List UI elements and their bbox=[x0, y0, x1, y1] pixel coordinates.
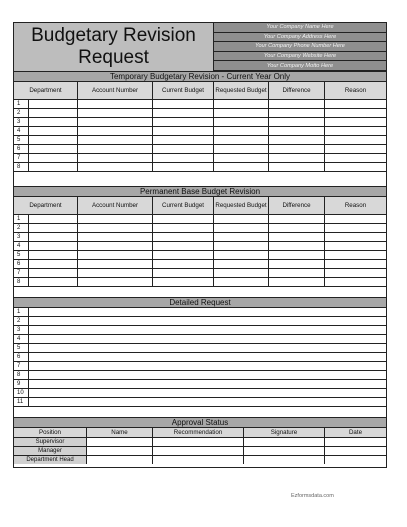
entry-cell[interactable] bbox=[29, 233, 78, 241]
col-difference: Difference bbox=[269, 82, 325, 99]
section-permanent-column-header bbox=[14, 197, 386, 215]
entry-cell[interactable] bbox=[269, 278, 325, 286]
approval-row-manager bbox=[14, 447, 386, 456]
row-number: 11 bbox=[14, 398, 29, 406]
entry-cell[interactable] bbox=[78, 136, 153, 144]
col-name: Name bbox=[87, 428, 153, 437]
approval-name-field[interactable] bbox=[87, 438, 153, 446]
entry-cell[interactable] bbox=[78, 233, 153, 241]
entry-cell[interactable] bbox=[29, 145, 78, 153]
row-number: 2 bbox=[14, 317, 29, 325]
entry-cell[interactable] bbox=[153, 127, 214, 135]
entry-cell[interactable] bbox=[29, 154, 78, 162]
entry-cell[interactable] bbox=[214, 145, 269, 153]
approval-row-department-head bbox=[14, 456, 386, 465]
entry-cell[interactable] bbox=[214, 100, 269, 108]
entry-cell[interactable] bbox=[29, 398, 386, 406]
entry-cell[interactable] bbox=[214, 242, 269, 250]
table-row bbox=[14, 389, 386, 398]
approval-recommendation-field[interactable] bbox=[153, 456, 244, 464]
entry-cell[interactable] bbox=[78, 251, 153, 259]
entry-cell[interactable] bbox=[325, 127, 386, 135]
col-date: Date bbox=[348, 429, 363, 436]
col-reason: Reason bbox=[344, 202, 367, 209]
table-row bbox=[14, 308, 386, 317]
col-account-number: Account Number bbox=[78, 197, 153, 214]
entry-cell[interactable] bbox=[269, 163, 325, 171]
row-number: 1 bbox=[14, 308, 29, 316]
table-row bbox=[14, 109, 386, 118]
table-row bbox=[14, 100, 386, 109]
entry-cell[interactable] bbox=[269, 269, 325, 277]
row-number: 1 bbox=[14, 215, 29, 223]
entry-cell[interactable] bbox=[153, 154, 214, 162]
company-info bbox=[214, 23, 386, 71]
row-number: 7 bbox=[14, 362, 29, 370]
row-number: 9 bbox=[14, 380, 29, 388]
entry-cell[interactable] bbox=[325, 215, 386, 223]
table-row bbox=[14, 233, 386, 242]
row-number: 4 bbox=[14, 335, 29, 343]
entry-cell[interactable] bbox=[214, 127, 269, 135]
row-number: 8 bbox=[14, 163, 29, 171]
entry-cell[interactable] bbox=[78, 269, 153, 277]
entry-cell[interactable] bbox=[269, 100, 325, 108]
col-position: Position bbox=[14, 428, 87, 437]
section-temporary-title: Temporary Budgetary Revision - Current Year Only bbox=[14, 71, 386, 82]
entry-cell[interactable] bbox=[78, 278, 153, 286]
entry-cell[interactable] bbox=[29, 136, 78, 144]
entry-cell[interactable] bbox=[29, 127, 78, 135]
col-requested-budget: Requested Budget bbox=[214, 197, 269, 214]
table-row bbox=[14, 163, 386, 172]
entry-cell[interactable] bbox=[325, 145, 386, 153]
entry-cell[interactable] bbox=[269, 136, 325, 144]
entry-cell[interactable] bbox=[29, 389, 386, 397]
entry-cell[interactable] bbox=[78, 109, 153, 117]
company-motto: Your Company Motto Here bbox=[214, 61, 386, 71]
entry-cell[interactable] bbox=[29, 353, 386, 361]
table-row bbox=[14, 251, 386, 260]
table-row bbox=[14, 278, 386, 287]
entry-cell[interactable] bbox=[29, 380, 386, 388]
col-reason: Reason bbox=[344, 87, 367, 94]
table-row bbox=[14, 269, 386, 278]
entry-cell[interactable] bbox=[269, 127, 325, 135]
row-number: 7 bbox=[14, 154, 29, 162]
approval-date-field[interactable] bbox=[325, 456, 386, 464]
form-header bbox=[14, 23, 386, 71]
row-number: 4 bbox=[14, 127, 29, 135]
table-row bbox=[14, 145, 386, 154]
row-number: 7 bbox=[14, 269, 29, 277]
entry-cell[interactable] bbox=[269, 224, 325, 232]
entry-cell[interactable] bbox=[78, 242, 153, 250]
form-title-line2: Request bbox=[78, 47, 149, 68]
entry-cell[interactable] bbox=[325, 163, 386, 171]
entry-cell[interactable] bbox=[325, 118, 386, 126]
approval-name-field[interactable] bbox=[87, 456, 153, 464]
table-row bbox=[14, 136, 386, 145]
entry-cell[interactable] bbox=[325, 233, 386, 241]
entry-cell[interactable] bbox=[269, 215, 325, 223]
approval-recommendation-field[interactable] bbox=[153, 438, 244, 446]
entry-cell[interactable] bbox=[214, 215, 269, 223]
entry-cell[interactable] bbox=[29, 260, 78, 268]
entry-cell[interactable] bbox=[153, 136, 214, 144]
entry-cell[interactable] bbox=[29, 100, 78, 108]
table-row bbox=[14, 154, 386, 163]
entry-cell[interactable] bbox=[269, 154, 325, 162]
approval-signature-field[interactable] bbox=[244, 456, 325, 464]
col-current-budget: Current Budget bbox=[153, 197, 214, 214]
entry-cell[interactable] bbox=[29, 251, 78, 259]
entry-cell[interactable] bbox=[153, 163, 214, 171]
entry-cell[interactable] bbox=[214, 260, 269, 268]
entry-cell[interactable] bbox=[29, 335, 386, 343]
col-signature: Signature bbox=[244, 428, 325, 437]
entry-cell[interactable] bbox=[325, 260, 386, 268]
entry-cell[interactable] bbox=[269, 260, 325, 268]
entry-cell[interactable] bbox=[29, 308, 386, 316]
approval-date-field[interactable] bbox=[325, 447, 386, 455]
entry-cell[interactable] bbox=[29, 224, 78, 232]
section-permanent-rows bbox=[14, 215, 386, 287]
entry-cell[interactable] bbox=[325, 278, 386, 286]
approval-column-header bbox=[14, 428, 386, 438]
row-number: 5 bbox=[14, 136, 29, 144]
approval-position-label: Supervisor bbox=[14, 438, 87, 446]
approval-signature-field[interactable] bbox=[244, 438, 325, 446]
row-number: 5 bbox=[14, 251, 29, 259]
row-number: 4 bbox=[14, 242, 29, 250]
section-approval-title: Approval Status bbox=[14, 417, 386, 428]
col-requested-budget: Requested Budget bbox=[214, 82, 269, 99]
entry-cell[interactable] bbox=[29, 326, 386, 334]
approval-name-field[interactable] bbox=[87, 447, 153, 455]
entry-cell[interactable] bbox=[29, 317, 386, 325]
entry-cell[interactable] bbox=[269, 242, 325, 250]
section-detailed-title: Detailed Request bbox=[14, 297, 386, 308]
company-website: Your Company Website Here bbox=[214, 52, 386, 62]
row-number: 6 bbox=[14, 145, 29, 153]
entry-cell[interactable] bbox=[29, 362, 386, 370]
col-department: Department bbox=[14, 197, 78, 214]
entry-cell[interactable] bbox=[29, 344, 386, 352]
entry-cell[interactable] bbox=[153, 109, 214, 117]
entry-cell[interactable] bbox=[153, 145, 214, 153]
entry-cell[interactable] bbox=[78, 260, 153, 268]
form-page bbox=[13, 22, 387, 468]
entry-cell[interactable] bbox=[214, 251, 269, 259]
entry-cell[interactable] bbox=[78, 154, 153, 162]
entry-cell[interactable] bbox=[29, 163, 78, 171]
section-detailed-rows bbox=[14, 308, 386, 407]
entry-cell[interactable] bbox=[29, 215, 78, 223]
entry-cell[interactable] bbox=[214, 269, 269, 277]
entry-cell[interactable] bbox=[153, 269, 214, 277]
col-account-number: Account Number bbox=[78, 82, 153, 99]
entry-cell[interactable] bbox=[269, 109, 325, 117]
form-title bbox=[14, 23, 214, 71]
entry-cell[interactable] bbox=[153, 233, 214, 241]
row-number: 3 bbox=[14, 233, 29, 241]
entry-cell[interactable] bbox=[325, 100, 386, 108]
entry-cell[interactable] bbox=[78, 127, 153, 135]
table-row bbox=[14, 344, 386, 353]
entry-cell[interactable] bbox=[269, 145, 325, 153]
row-number: 6 bbox=[14, 353, 29, 361]
entry-cell[interactable] bbox=[153, 100, 214, 108]
table-row bbox=[14, 398, 386, 407]
row-number: 10 bbox=[14, 389, 29, 397]
table-row bbox=[14, 353, 386, 362]
entry-cell[interactable] bbox=[29, 278, 78, 286]
col-current-budget: Current Budget bbox=[153, 82, 214, 99]
approval-position-label: Department Head bbox=[14, 456, 87, 464]
table-row bbox=[14, 371, 386, 380]
entry-cell[interactable] bbox=[325, 224, 386, 232]
row-number: 8 bbox=[14, 371, 29, 379]
company-address: Your Company Address Here bbox=[214, 33, 386, 43]
table-row bbox=[14, 326, 386, 335]
row-number: 2 bbox=[14, 109, 29, 117]
row-number: 8 bbox=[14, 278, 29, 286]
table-row bbox=[14, 335, 386, 344]
entry-cell[interactable] bbox=[153, 242, 214, 250]
table-row bbox=[14, 380, 386, 389]
entry-cell[interactable] bbox=[325, 109, 386, 117]
row-number: 5 bbox=[14, 344, 29, 352]
entry-cell[interactable] bbox=[153, 118, 214, 126]
entry-cell[interactable] bbox=[78, 100, 153, 108]
row-number: 6 bbox=[14, 260, 29, 268]
approval-row-supervisor bbox=[14, 438, 386, 447]
approval-position-label: Manager bbox=[14, 447, 87, 455]
entry-cell[interactable] bbox=[269, 118, 325, 126]
entry-cell[interactable] bbox=[78, 224, 153, 232]
approval-date-field[interactable] bbox=[325, 438, 386, 446]
entry-cell[interactable] bbox=[153, 251, 214, 259]
entry-cell[interactable] bbox=[29, 269, 78, 277]
table-row bbox=[14, 317, 386, 326]
entry-cell[interactable] bbox=[214, 154, 269, 162]
row-number: 2 bbox=[14, 224, 29, 232]
entry-cell[interactable] bbox=[153, 215, 214, 223]
table-row bbox=[14, 118, 386, 127]
entry-cell[interactable] bbox=[214, 136, 269, 144]
section-temporary-rows bbox=[14, 100, 386, 172]
row-number: 1 bbox=[14, 100, 29, 108]
col-recommendation: Recommendation bbox=[153, 428, 244, 437]
entry-cell[interactable] bbox=[325, 154, 386, 162]
entry-cell[interactable] bbox=[78, 145, 153, 153]
entry-cell[interactable] bbox=[214, 224, 269, 232]
entry-cell[interactable] bbox=[153, 278, 214, 286]
entry-cell[interactable] bbox=[78, 163, 153, 171]
entry-cell[interactable] bbox=[325, 136, 386, 144]
row-number: 3 bbox=[14, 118, 29, 126]
entry-cell[interactable] bbox=[214, 233, 269, 241]
col-department: Department bbox=[14, 82, 78, 99]
table-row bbox=[14, 362, 386, 371]
entry-cell[interactable] bbox=[214, 278, 269, 286]
entry-cell[interactable] bbox=[214, 163, 269, 171]
section-temporary-column-header bbox=[14, 82, 386, 100]
entry-cell[interactable] bbox=[269, 251, 325, 259]
row-number: 3 bbox=[14, 326, 29, 334]
company-name: Your Company Name Here bbox=[214, 23, 386, 33]
entry-cell[interactable] bbox=[214, 118, 269, 126]
entry-cell[interactable] bbox=[153, 260, 214, 268]
entry-cell[interactable] bbox=[29, 109, 78, 117]
entry-cell[interactable] bbox=[325, 269, 386, 277]
table-row bbox=[14, 242, 386, 251]
entry-cell[interactable] bbox=[325, 242, 386, 250]
table-row bbox=[14, 260, 386, 269]
entry-cell[interactable] bbox=[269, 233, 325, 241]
entry-cell[interactable] bbox=[153, 224, 214, 232]
section-permanent-title: Permanent Base Budget Revision bbox=[14, 186, 386, 197]
entry-cell[interactable] bbox=[325, 251, 386, 259]
entry-cell[interactable] bbox=[29, 118, 78, 126]
company-phone: Your Company Phone Number Here bbox=[214, 42, 386, 52]
approval-signature-field[interactable] bbox=[244, 447, 325, 455]
form-title-line1: Budgetary Revision bbox=[31, 25, 196, 46]
table-row bbox=[14, 127, 386, 136]
approval-recommendation-field[interactable] bbox=[153, 447, 244, 455]
entry-cell[interactable] bbox=[78, 118, 153, 126]
entry-cell[interactable] bbox=[29, 242, 78, 250]
footer-source: Ezformsdata.com bbox=[291, 493, 334, 499]
entry-cell[interactable] bbox=[214, 109, 269, 117]
col-difference: Difference bbox=[269, 197, 325, 214]
table-row bbox=[14, 224, 386, 233]
table-row bbox=[14, 215, 386, 224]
entry-cell[interactable] bbox=[29, 371, 386, 379]
entry-cell[interactable] bbox=[78, 215, 153, 223]
